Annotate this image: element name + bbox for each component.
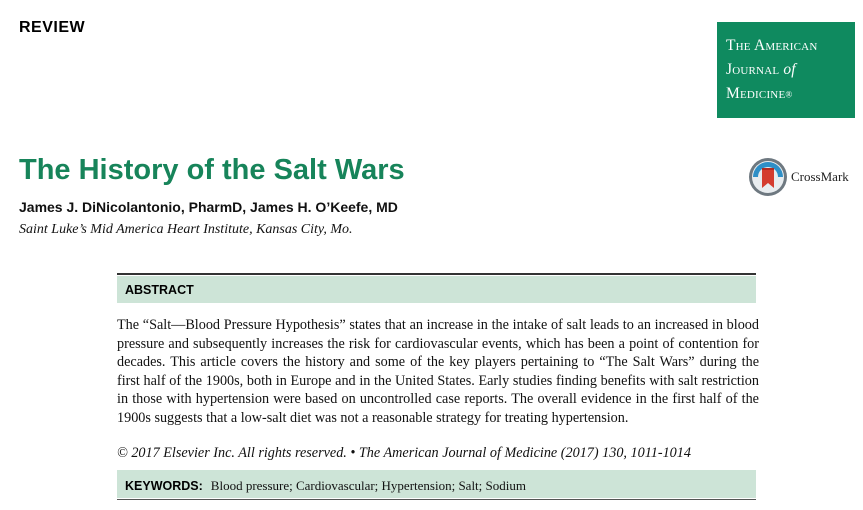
affiliation: Saint Luke’s Mid America Heart Institute, Kansas City, Mo. [19, 222, 353, 237]
journal-logo-line-1: The American [726, 37, 818, 54]
abstract-heading: ABSTRACT [117, 276, 756, 303]
crossmark-icon [748, 157, 788, 197]
keywords-panel [117, 470, 756, 498]
registered-mark: ® [785, 89, 793, 100]
journal-logo-line-2 [726, 58, 847, 82]
journal-logo-journal-word: Journal [726, 61, 780, 78]
abstract-top-rule [117, 273, 756, 275]
journal-logo[interactable] [717, 22, 855, 118]
crossmark-label: CrossMark [791, 169, 849, 184]
crossmark-button[interactable] [748, 157, 849, 197]
journal-logo-medicine-word: Medicine [726, 85, 786, 102]
journal-logo-line-3 [726, 82, 847, 106]
keywords-list: Blood pressure; Cardiovascular; Hypertension; Salt; Sodium [210, 478, 526, 493]
keywords-label: KEYWORDS: [125, 479, 203, 493]
journal-logo-of-word: of [783, 61, 796, 78]
keywords-bottom-rule [117, 499, 756, 500]
section-label: REVIEW [19, 19, 86, 36]
article-title: The History of the Salt Wars [19, 154, 405, 186]
abstract-body: The “Salt—Blood Pressure Hypothesis” states that an increase in the intake of salt leads to an increased in blood pressure and subsequently increases the risk for cardiovascular events, which has been a point of contention for decades. This article covers the history and some of the key players pertaining to “The Salt Wars” during the first half of the 1900s, both in Europe and in the United States. Early studies finding benefits with salt restriction in those with hypertension were based on uncontrolled case reports. The overall evidence in the first half of the 1900s suggests that a low-salt diet was not a reasonable strategy for treating hypertension. [117, 317, 759, 426]
authors: James J. DiNicolantonio, PharmD, James H. O’Keefe, MD [19, 199, 398, 215]
copyright-citation: © 2017 Elsevier Inc. All rights reserved. • The American Journal of Medicine (2017) 130, 1011-1014 [117, 445, 691, 461]
